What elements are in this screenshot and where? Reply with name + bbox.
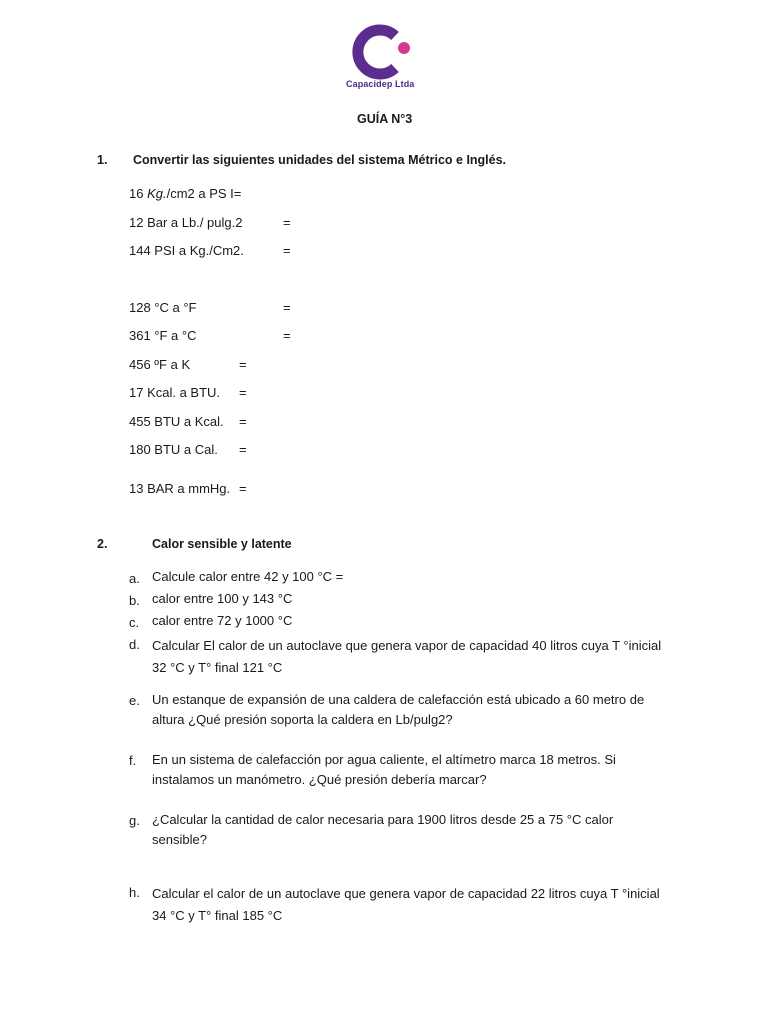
list-item-text: Calcule calor entre 42 y 100 °C = — [152, 569, 344, 584]
conversion-text: /cm2 a PS I= — [166, 186, 242, 201]
conversion-item — [129, 357, 190, 372]
equals-sign: = — [239, 385, 247, 400]
list-item-text: calor entre 72 y 1000 °C — [152, 613, 293, 628]
section2-number: 2. — [97, 537, 108, 551]
equals-sign: = — [283, 243, 291, 258]
conversion-item — [129, 243, 244, 258]
list-letter: e. — [129, 693, 140, 708]
conversion-text: 144 PSI a Kg./Cm2. — [129, 243, 244, 258]
equals-sign: = — [283, 300, 291, 315]
list-letter: d. — [129, 637, 140, 652]
section1-number: 1. — [97, 153, 108, 167]
conversion-text: 17 Kcal. a BTU. — [129, 385, 221, 400]
conversion-text: 13 BAR a mmHg. — [129, 481, 231, 496]
conversion-item — [129, 215, 242, 230]
conversion-text: 16 — [129, 186, 148, 201]
section2-heading: Calor sensible y latente — [152, 537, 292, 551]
list-item-text: Calcular el calor de un autoclave que genera vapor de capacidad 22 litros cuya T °inicial 34 °C y T° final 185 °C — [152, 886, 660, 923]
conversion-text: 12 Bar a Lb./ pulg.2 — [129, 215, 243, 230]
equals-sign: = — [239, 357, 247, 372]
conversion-text: 128 °C a °F — [129, 300, 197, 315]
equals-sign: = — [283, 215, 291, 230]
conversion-unit-italic: Kg. — [147, 186, 167, 201]
conversion-text: 456 ºF a K — [129, 357, 191, 372]
equals-sign: = — [239, 481, 247, 496]
list-letter: c. — [129, 615, 140, 630]
list-item-text: calor entre 100 y 143 °C — [152, 591, 293, 606]
equals-sign: = — [283, 328, 291, 343]
conversion-item — [129, 414, 224, 429]
conversion-text: 361 °F a °C — [129, 328, 197, 343]
equals-sign: = — [239, 414, 247, 429]
conversion-text: 180 BTU a Cal. — [129, 442, 218, 457]
list-letter: f. — [129, 753, 137, 768]
conversion-item — [129, 328, 196, 343]
conversion-item — [129, 385, 220, 400]
page-title: GUÍA N°3 — [357, 112, 413, 126]
list-item-text: Calcular El calor de un autoclave que genera vapor de capacidad 40 litros cuya T °inicial 32 °C y T° final 121 °C — [152, 638, 662, 675]
list-item-text: En un sistema de calefacción por agua caliente, el altímetro marca 18 metros. Si instalamos un manómetro. ¿Qué presión debería marcar? — [152, 752, 616, 787]
list-letter: g. — [129, 813, 140, 828]
logo-text: Capacidep Ltda — [346, 79, 415, 89]
equals-sign: = — [239, 442, 247, 457]
list-letter: b. — [129, 593, 140, 608]
list-letter: h. — [129, 885, 140, 900]
list-item-text: ¿Calcular la cantidad de calor necesaria para 1900 litros desde 25 a 75 °C calor sensible? — [152, 812, 614, 847]
list-item-text: Un estanque de expansión de una caldera de calefacción está ubicado a 60 metro de altura ¿Qué presión soporta la caldera en Lb/pulg2? — [152, 692, 645, 727]
conversion-text: 455 BTU a Kcal. — [129, 414, 224, 429]
conversion-item — [129, 300, 196, 315]
conversion-item — [129, 442, 218, 457]
conversion-item — [129, 481, 230, 496]
conversion-item — [129, 186, 241, 201]
list-letter: a. — [129, 571, 140, 586]
section1-heading: Convertir las siguientes unidades del sistema Métrico e Inglés. — [133, 153, 507, 167]
